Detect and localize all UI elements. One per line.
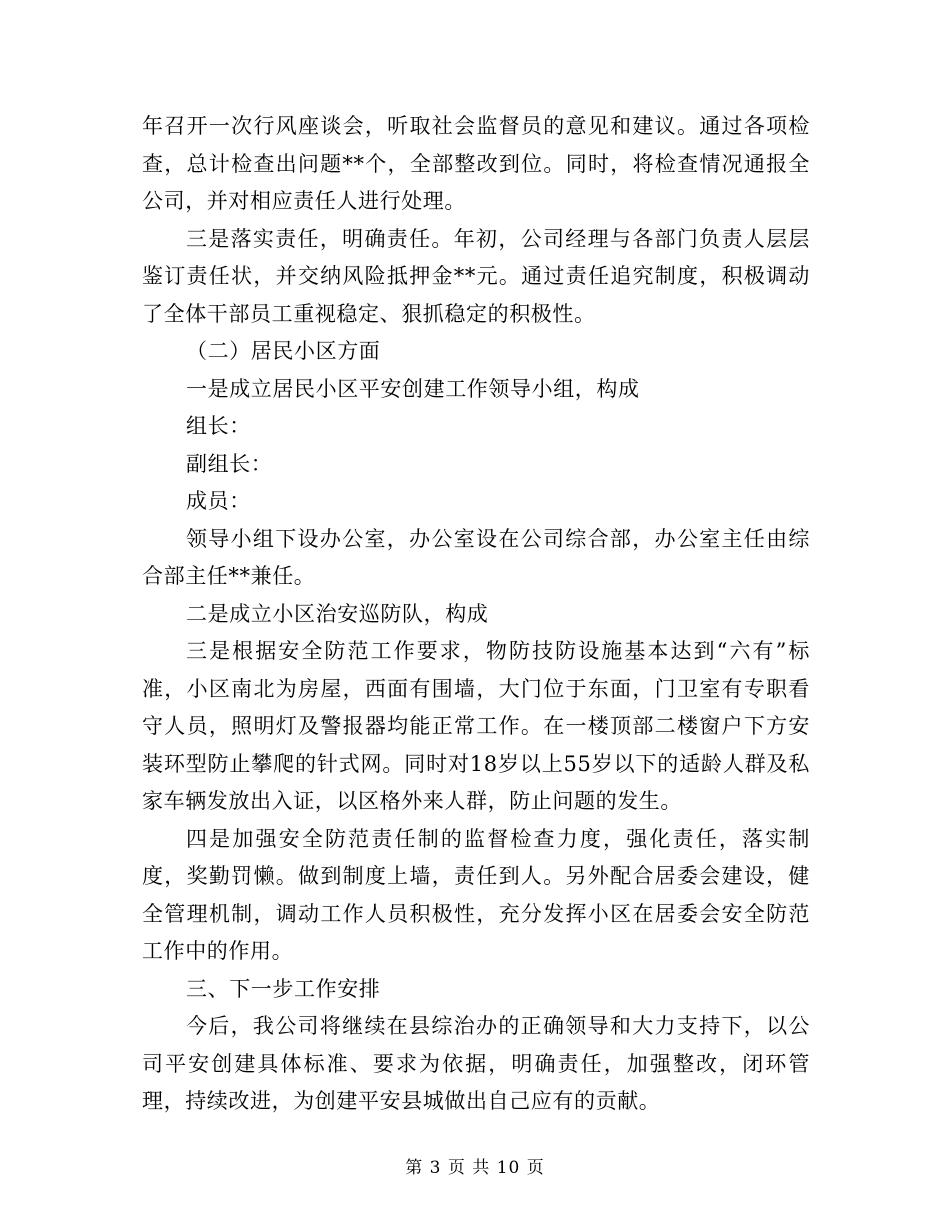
paragraph-13: 今后，我公司将继续在县综治办的正确领导和大力支持下，以公司平安创建具体标准、要求为依据，明确责任，加强整改，闭环管理，持续改进，为创建平安县城做出自己应有的贡献。 xyxy=(142,1014,810,1113)
section-heading-next-steps: 三、下一步工作安排 xyxy=(186,976,381,1001)
document-body xyxy=(142,108,810,1121)
paragraph-2: 三是落实责任，明确责任。年初，公司经理与各部门负责人层层鉴订责任状，并交纳风险抵押金**元。通过责任追究制度，积极调动了全体干部员工重视稳定、狠抓稳定的积极性。 xyxy=(142,226,810,326)
paragraph-4: 一是成立居民小区平安创建工作领导小组，构成 xyxy=(186,376,640,401)
paragraph-9: 二是成立小区治安巡防队，构成 xyxy=(186,601,489,626)
members-line: 成员： xyxy=(186,489,251,513)
page-footer xyxy=(0,1153,950,1178)
paragraph-1: 年召开一次行风座谈会，听取社会监督员的意见和建议。通过各项检查，总计检查出问题**个，全部整改到位。同时，将检查情况通报全公司，并对相应责任人进行处理。 xyxy=(142,114,810,213)
paragraph-8: 领导小组下设办公室，办公室设在公司综合部，办公室主任由综合部主任**兼任。 xyxy=(142,526,810,588)
section-heading-residential: （二）居民小区方面 xyxy=(186,339,381,363)
group-leader-line: 组长： xyxy=(186,414,251,438)
page-number-label: 第 3 页 共 10 页 xyxy=(405,1158,545,1178)
paragraph-10: 三是根据安全防范工作要求，物防技防设施基本达到“六有”标准，小区南北为房屋，西面有围墙，大门位于东面，门卫室有专职看守人员，照明灯及警报器均能正常工作。在一楼顶部二楼窗户下方安装环型防止攀爬的针式网。同时对18岁以上55岁以下的适龄人群及私家车辆发放出入证，以区格外来人群，防止问题的发生。 xyxy=(142,639,810,813)
paragraph-11: 四是加强安全防范责任制的监督检查力度，强化责任，落实制度，奖勤罚懒。做到制度上墙，责任到人。另外配合居委会建设，健全管理机制，调动工作人员积极性，充分发挥小区在居委会安全防范工作中的作用。 xyxy=(142,826,810,963)
deputy-leader-line: 副组长： xyxy=(186,451,273,476)
